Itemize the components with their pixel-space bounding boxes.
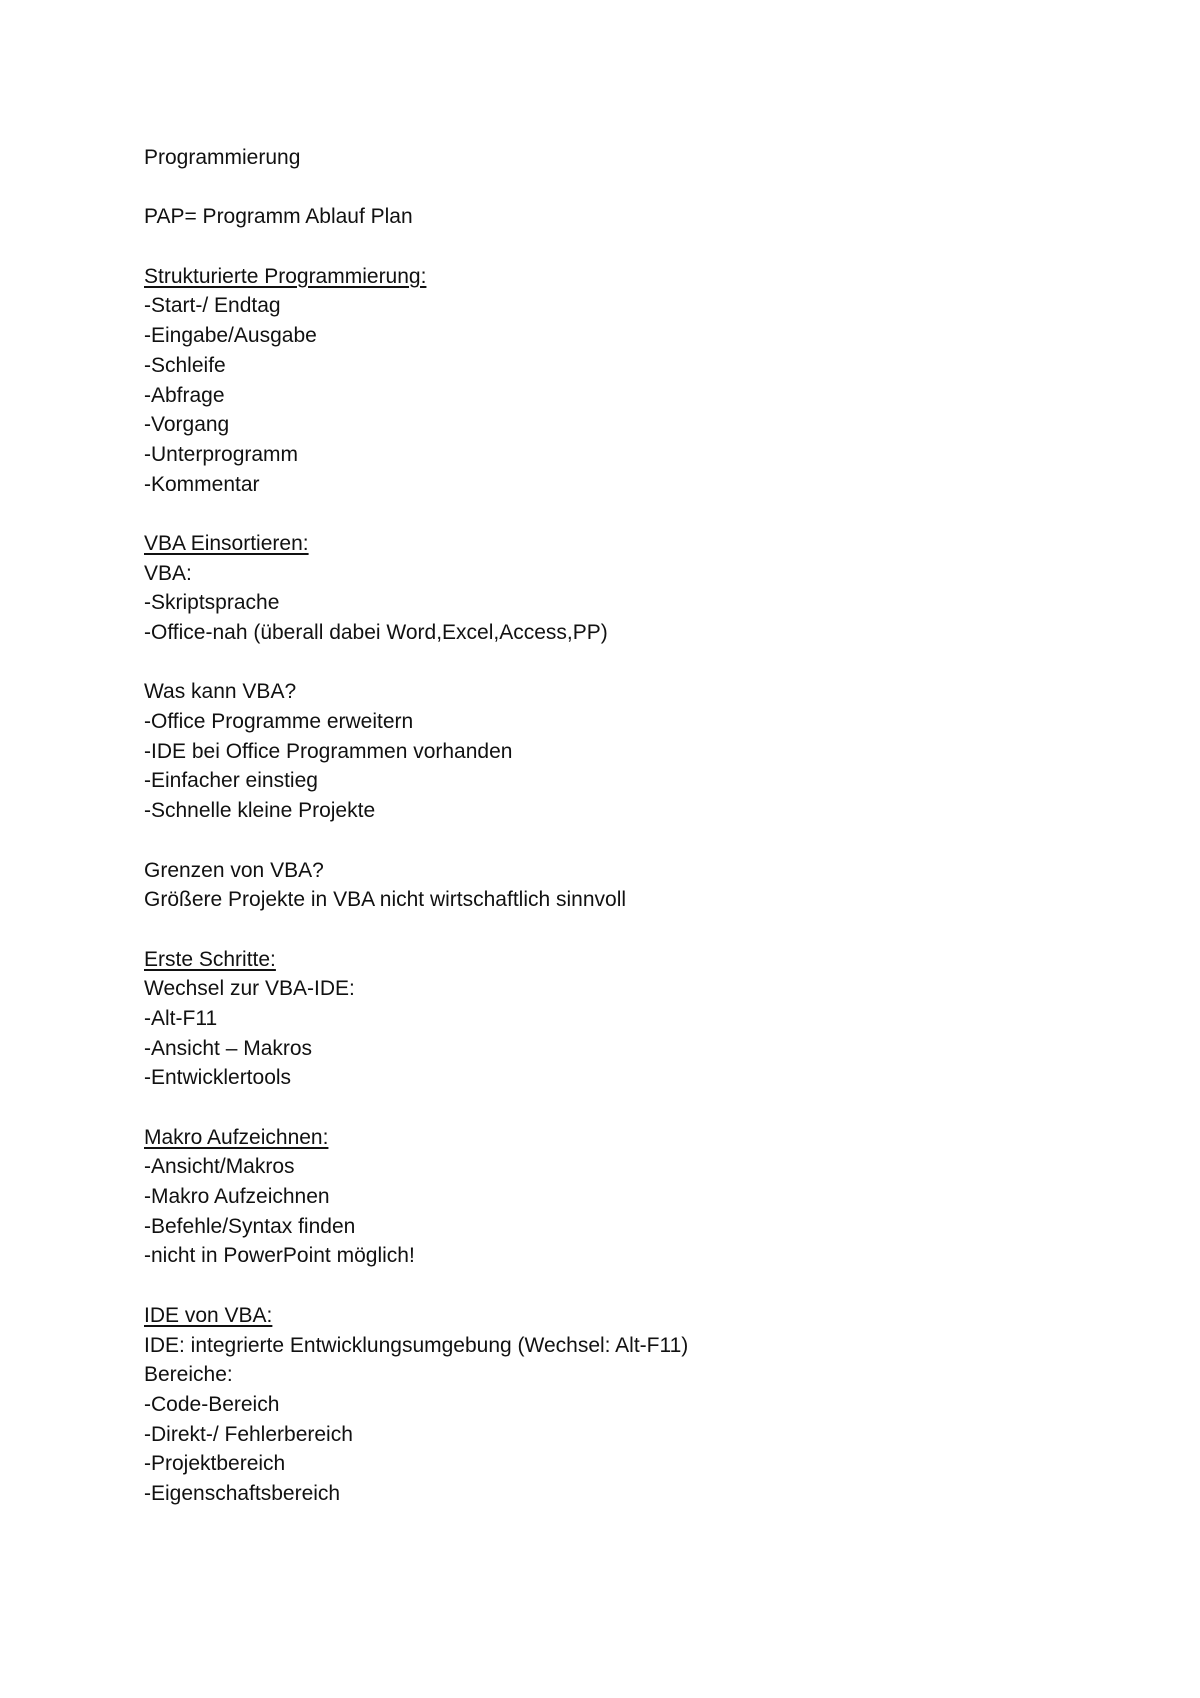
section-was-kann-vba bbox=[144, 677, 1144, 825]
list-item: -Start-/ Endtag bbox=[144, 294, 281, 318]
list-item: -Projektbereich bbox=[144, 1452, 286, 1476]
list-item: -Einfacher einstieg bbox=[144, 769, 318, 793]
section-heading: IDE von VBA: bbox=[144, 1303, 273, 1327]
section-heading: Erste Schritte: bbox=[144, 947, 276, 971]
blank-line bbox=[144, 826, 1144, 856]
section-strukturierte-programmierung bbox=[144, 262, 1144, 500]
list-item: -Vorgang bbox=[144, 413, 230, 437]
blank-line bbox=[144, 1271, 1144, 1301]
blank-line bbox=[144, 499, 1144, 529]
list-item: -nicht in PowerPoint möglich! bbox=[144, 1244, 415, 1268]
blank-line bbox=[144, 915, 1144, 945]
list-item: -Makro Aufzeichnen bbox=[144, 1185, 330, 1209]
section-grenzen-von-vba bbox=[144, 856, 1144, 915]
section-heading: Strukturierte Programmierung: bbox=[144, 264, 427, 288]
blank-line bbox=[144, 173, 1144, 203]
list-item: -Kommentar bbox=[144, 472, 260, 496]
list-item: -Unterprogramm bbox=[144, 442, 299, 466]
blank-line bbox=[144, 648, 1144, 678]
list-item: -Alt-F11 bbox=[144, 1006, 218, 1030]
blank-line bbox=[144, 232, 1144, 262]
section-heading: VBA Einsortieren: bbox=[144, 531, 309, 555]
list-item: Größere Projekte in VBA nicht wirtschaftlich sinnvoll bbox=[144, 888, 627, 912]
list-item: -Befehle/Syntax finden bbox=[144, 1214, 356, 1238]
section-makro-aufzeichnen bbox=[144, 1123, 1144, 1271]
list-item: -Office Programme erweitern bbox=[144, 710, 414, 734]
list-item: -Code-Bereich bbox=[144, 1392, 280, 1416]
list-item: -Eingabe/Ausgabe bbox=[144, 324, 317, 348]
document-page bbox=[144, 143, 1144, 1509]
section-question: Was kann VBA? bbox=[144, 680, 297, 704]
list-item: -Entwicklertools bbox=[144, 1066, 292, 1090]
list-item: -Schleife bbox=[144, 353, 226, 377]
list-item: -Schnelle kleine Projekte bbox=[144, 799, 376, 823]
list-item: -Skriptsprache bbox=[144, 591, 280, 615]
list-item: VBA: bbox=[144, 561, 192, 585]
list-item: -Ansicht/Makros bbox=[144, 1155, 295, 1179]
document-title: Programmierung bbox=[144, 146, 301, 169]
blank-line bbox=[144, 1093, 1144, 1123]
list-item: -Direkt-/ Fehlerbereich bbox=[144, 1422, 353, 1446]
pap-definition: PAP= Programm Ablauf Plan bbox=[144, 205, 413, 229]
list-item: -IDE bei Office Programmen vorhanden bbox=[144, 739, 513, 763]
section-question: Grenzen von VBA? bbox=[144, 858, 324, 882]
list-item: -Office-nah (überall dabei Word,Excel,Access,PP) bbox=[144, 621, 608, 644]
list-item: -Eigenschaftsbereich bbox=[144, 1481, 341, 1505]
list-item: Bereiche: bbox=[144, 1363, 233, 1387]
section-vba-einsortieren bbox=[144, 529, 1144, 648]
list-item: -Ansicht – Makros bbox=[144, 1036, 313, 1060]
section-ide-von-vba bbox=[144, 1301, 1144, 1509]
list-item: -Abfrage bbox=[144, 383, 225, 407]
list-item: Wechsel zur VBA-IDE: bbox=[144, 977, 355, 1001]
list-item: IDE: integrierte Entwicklungsumgebung (Wechsel: Alt-F11) bbox=[144, 1333, 689, 1357]
section-heading: Makro Aufzeichnen: bbox=[144, 1125, 329, 1149]
section-erste-schritte bbox=[144, 945, 1144, 1093]
